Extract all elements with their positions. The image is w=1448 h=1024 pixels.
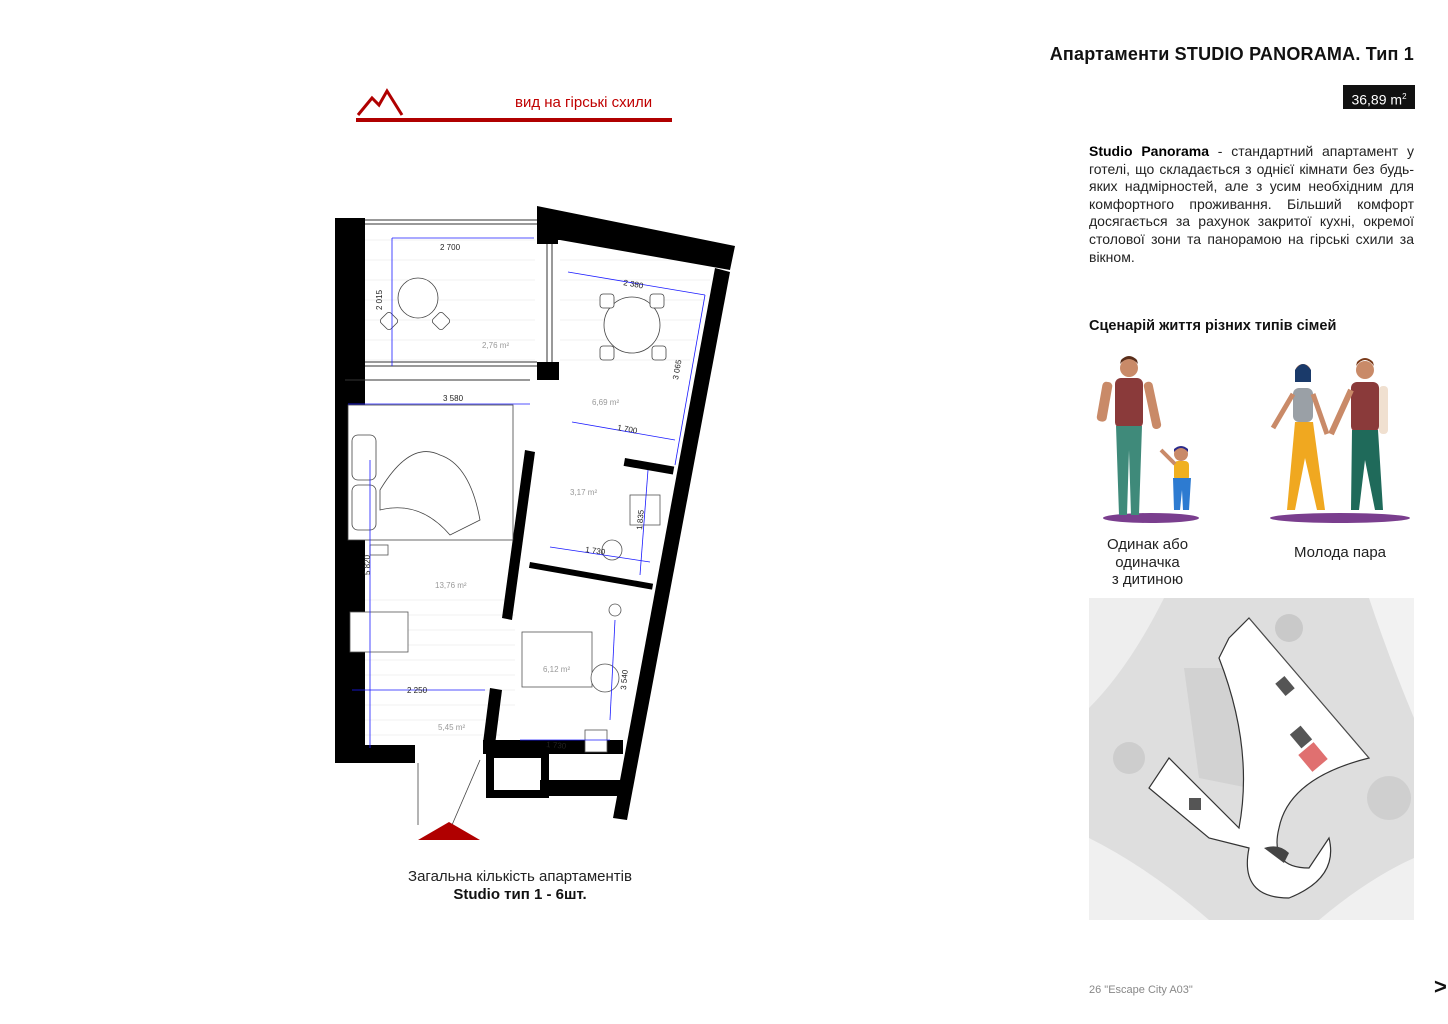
woman-top bbox=[1293, 388, 1313, 422]
family-1-label-line: Одинак або bbox=[1106, 536, 1189, 553]
dimension-label: 1 700 bbox=[616, 423, 638, 436]
apartment-description bbox=[1089, 143, 1414, 266]
area-unit: 2 bbox=[1402, 92, 1407, 101]
page-title: Апартаменти STUDIO PANORAMA. Тип 1 bbox=[1049, 44, 1414, 64]
area-label: 6,12 m² bbox=[543, 665, 571, 674]
floor-plan bbox=[330, 200, 740, 850]
floor-drain bbox=[609, 604, 621, 616]
adult-pants bbox=[1116, 426, 1142, 515]
chair bbox=[431, 311, 451, 331]
family-1-label-line: одиначка bbox=[1115, 553, 1180, 571]
wall-pillar bbox=[537, 362, 559, 380]
man-shirt bbox=[1351, 382, 1379, 432]
wall-bath-left bbox=[483, 688, 502, 745]
nightstand bbox=[370, 545, 388, 555]
man-arm-left bbox=[1331, 390, 1351, 434]
family-young-couple-illustration bbox=[1265, 350, 1415, 525]
map-vegetation bbox=[1275, 614, 1303, 642]
area-label: 5,45 m² bbox=[438, 723, 466, 732]
family-2-label-line: Молода пара bbox=[1293, 544, 1387, 561]
next-page-arrow-icon[interactable]: > bbox=[1434, 974, 1447, 999]
shaft bbox=[490, 754, 545, 794]
area-badge bbox=[1343, 85, 1415, 109]
family-1-label bbox=[1085, 536, 1210, 589]
dimension-label: 1 835 bbox=[635, 509, 646, 531]
dimension-label: 2 380 bbox=[622, 278, 644, 291]
adult-head bbox=[1120, 359, 1138, 377]
dining-sets bbox=[379, 278, 666, 360]
entrance-marker-icon bbox=[418, 822, 480, 840]
area-label: 6,69 m² bbox=[592, 398, 620, 407]
chair bbox=[600, 346, 614, 360]
area-value: 36,89 m bbox=[1351, 91, 1403, 108]
page-footer: 26 "Escape City A03" bbox=[1089, 984, 1193, 996]
wash-basin bbox=[585, 730, 607, 752]
dimension-label: 3 065 bbox=[671, 359, 684, 381]
description-lead: Studio Panorama bbox=[1089, 143, 1210, 159]
family-single-parent-illustration bbox=[1089, 350, 1219, 525]
map-vegetation bbox=[1367, 776, 1411, 820]
view-label: вид на гірські схили bbox=[515, 94, 653, 111]
ground-shadow bbox=[1103, 513, 1199, 523]
wall-partition bbox=[529, 562, 653, 590]
balcony-table bbox=[398, 278, 438, 318]
toilet bbox=[591, 664, 619, 692]
wall-top-right bbox=[537, 206, 735, 270]
bathtub bbox=[522, 632, 592, 687]
dimension-label: 3 580 bbox=[443, 394, 464, 403]
bed bbox=[348, 405, 513, 540]
dimension-label: 3 540 bbox=[619, 669, 630, 691]
child-overalls bbox=[1173, 478, 1191, 510]
adult-arm-left bbox=[1096, 381, 1113, 422]
chair bbox=[379, 311, 399, 331]
dimension-label: 5 820 bbox=[363, 554, 372, 575]
entrance-door bbox=[418, 760, 480, 825]
chair bbox=[652, 346, 666, 360]
wall-partition bbox=[624, 458, 675, 475]
wall-bottom-right bbox=[540, 780, 620, 796]
dimension-label: 1 730 bbox=[584, 545, 606, 557]
family-2-label bbox=[1260, 544, 1420, 562]
area-label: 13,76 m² bbox=[435, 581, 467, 590]
man-arm-right bbox=[1379, 386, 1388, 434]
apartment-count-caption: Загальна кількість апартаментів bbox=[408, 868, 632, 885]
dimension-label: 2 015 bbox=[375, 289, 384, 310]
pillow bbox=[352, 485, 376, 530]
description-text: - стандартний апартамент у готелі, що складається з однієї кімнати без будь-яких надмірностей, але з усим необхідним для комфортного проживання. Більший комфорт досягається за рахунок закритої кухні, окремої столової зони та панорамою на гірські схили за вікном. bbox=[1089, 143, 1414, 265]
ground-shadow bbox=[1270, 513, 1410, 523]
woman-arm-right bbox=[1313, 394, 1327, 434]
man-pants bbox=[1351, 430, 1383, 510]
adult-arm-right bbox=[1143, 381, 1162, 430]
dimension-label: 2 700 bbox=[440, 243, 461, 252]
chair bbox=[650, 294, 664, 308]
man-head bbox=[1356, 361, 1374, 379]
dimension-label: 2 250 bbox=[407, 686, 428, 695]
woman-pants bbox=[1287, 422, 1325, 510]
adult-shirt bbox=[1115, 378, 1143, 428]
map-vegetation bbox=[1113, 742, 1145, 774]
chair bbox=[600, 294, 614, 308]
wardrobe bbox=[350, 612, 408, 652]
child-arm bbox=[1161, 450, 1175, 464]
family-1-label-line: з дитиною bbox=[1111, 571, 1184, 588]
site-location-map bbox=[1089, 598, 1414, 920]
area-label: 3,17 m² bbox=[570, 488, 598, 497]
dimension-label: 1 730 bbox=[545, 740, 567, 751]
map-marker bbox=[1189, 798, 1201, 810]
mountain-icon bbox=[358, 91, 402, 115]
wall-bottom-left bbox=[345, 745, 415, 763]
woman-arm-left bbox=[1273, 394, 1293, 428]
scenarios-title: Сценарій життя різних типів сімей bbox=[1089, 318, 1337, 334]
pillow bbox=[352, 435, 376, 480]
apartment-count-value: Studio тип 1 - 6шт. bbox=[453, 886, 587, 903]
area-label: 2,76 m² bbox=[482, 341, 510, 350]
